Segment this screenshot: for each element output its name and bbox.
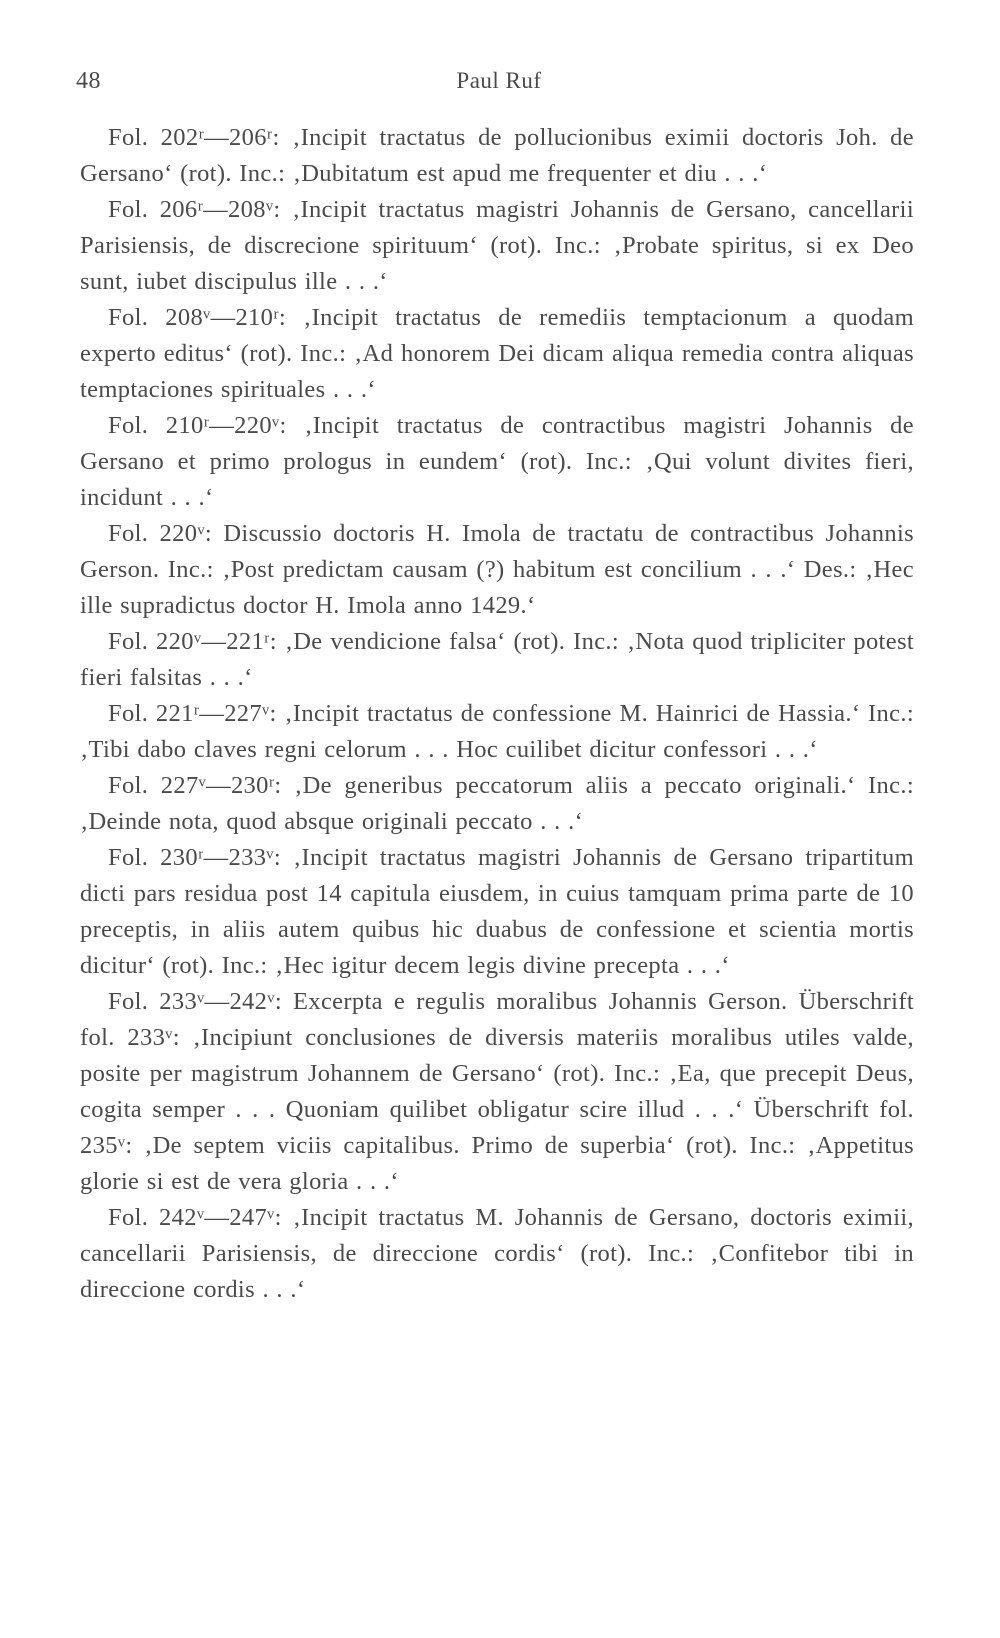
catalog-entry: Fol. 208ᵛ—210ʳ: ‚Incipit tractatus de remediis temptacionum a quodam experto editus‘ (rot). Inc.: ‚Ad honorem Dei dicam aliqua remedia contra aliquas temptaciones spirituales . . .‘ [80, 304, 914, 403]
catalog-entry: Fol. 206ʳ—208ᵛ: ‚Incipit tractatus magistri Johannis de Gersano, cancellarii Parisiensis, de discrecione spirituum‘ (rot). Inc.: ‚Probate spiritus, si ex Deo sunt, iubet discipulus ille . . .‘ [80, 196, 914, 295]
catalog-entry: Fol. 220ᵛ—221ʳ: ‚De vendicione falsa‘ (rot). Inc.: ‚Nota quod tripliciter potest fieri falsitas . . .‘ [80, 628, 914, 691]
catalog-entry: Fol. 210ʳ—220ᵛ: ‚Incipit tractatus de contractibus magistri Johannis de Gersano et primo prologus in eundem‘ (rot). Inc.: ‚Qui volunt divites fieri, incidunt . . .‘ [80, 412, 914, 511]
catalog-entry: Fol. 220ᵛ: Discussio doctoris H. Imola de tractatu de contractibus Johannis Gerson. Inc.: ‚Post predictam causam (?) habitum est concilium . . .‘ Des.: ‚Hec ille supradictus doctor H. Imola anno 1429.‘ [80, 520, 914, 619]
manuscript-description [80, 120, 914, 1308]
page-header [76, 60, 922, 100]
catalog-entry: Fol. 221ʳ—227ᵛ: ‚Incipit tractatus de confessione M. Hainrici de Hassia.‘ Inc.: ‚Tibi dabo claves regni celorum . . . Hoc cuilibet dicitur confessori . . .‘ [80, 700, 914, 763]
catalog-entry: Fol. 230ʳ—233ᵛ: ‚Incipit tractatus magistri Johannis de Gersano tripartitum dicti pars residua post 14 capitula eiusdem, in cuius tamquam prima parte de 10 preceptis, in aliis autem quibus hic duabus de confessione et scientia mortis dicitur‘ (rot). Inc.: ‚Hec igitur decem legis divine precepta . . .‘ [80, 844, 914, 979]
running-head: Paul Ruf [456, 68, 542, 93]
catalog-entry: Fol. 233ᵛ—242ᵛ: Excerpta e regulis moralibus Johannis Gerson. Überschrift fol. 233ᵛ: ‚Incipiunt conclusiones de diversis materiis moralibus utiles valde, posite per magistrum Johannem de Gersano‘ (rot). Inc.: ‚Ea, que precepit Deus, cogita semper . . . Quoniam quilibet obligatur scire illud . . .‘ Überschrift fol. 235ᵛ: ‚De septem viciis capitalibus. Primo de superbia‘ (rot). Inc.: ‚Appetitus glorie si est de vera gloria . . .‘ [80, 988, 914, 1195]
page-number: 48 [76, 68, 101, 94]
catalog-entry: Fol. 202ʳ—206ʳ: ‚Incipit tractatus de pollucionibus eximii doctoris Joh. de Gersano‘ (rot). Inc.: ‚Dubitatum est apud me frequenter et diu . . .‘ [80, 124, 914, 187]
catalog-entry: Fol. 242ᵛ—247ᵛ: ‚Incipit tractatus M. Johannis de Gersano, doctoris eximii, cancellarii Parisiensis, de direccione cordis‘ (rot). Inc.: ‚Confitebor tibi in direccione cordis . . .‘ [80, 1204, 914, 1303]
catalog-entry: Fol. 227ᵛ—230ʳ: ‚De generibus peccatorum aliis a peccato originali.‘ Inc.: ‚Deinde nota, quod absque originali peccato . . .‘ [80, 772, 914, 835]
